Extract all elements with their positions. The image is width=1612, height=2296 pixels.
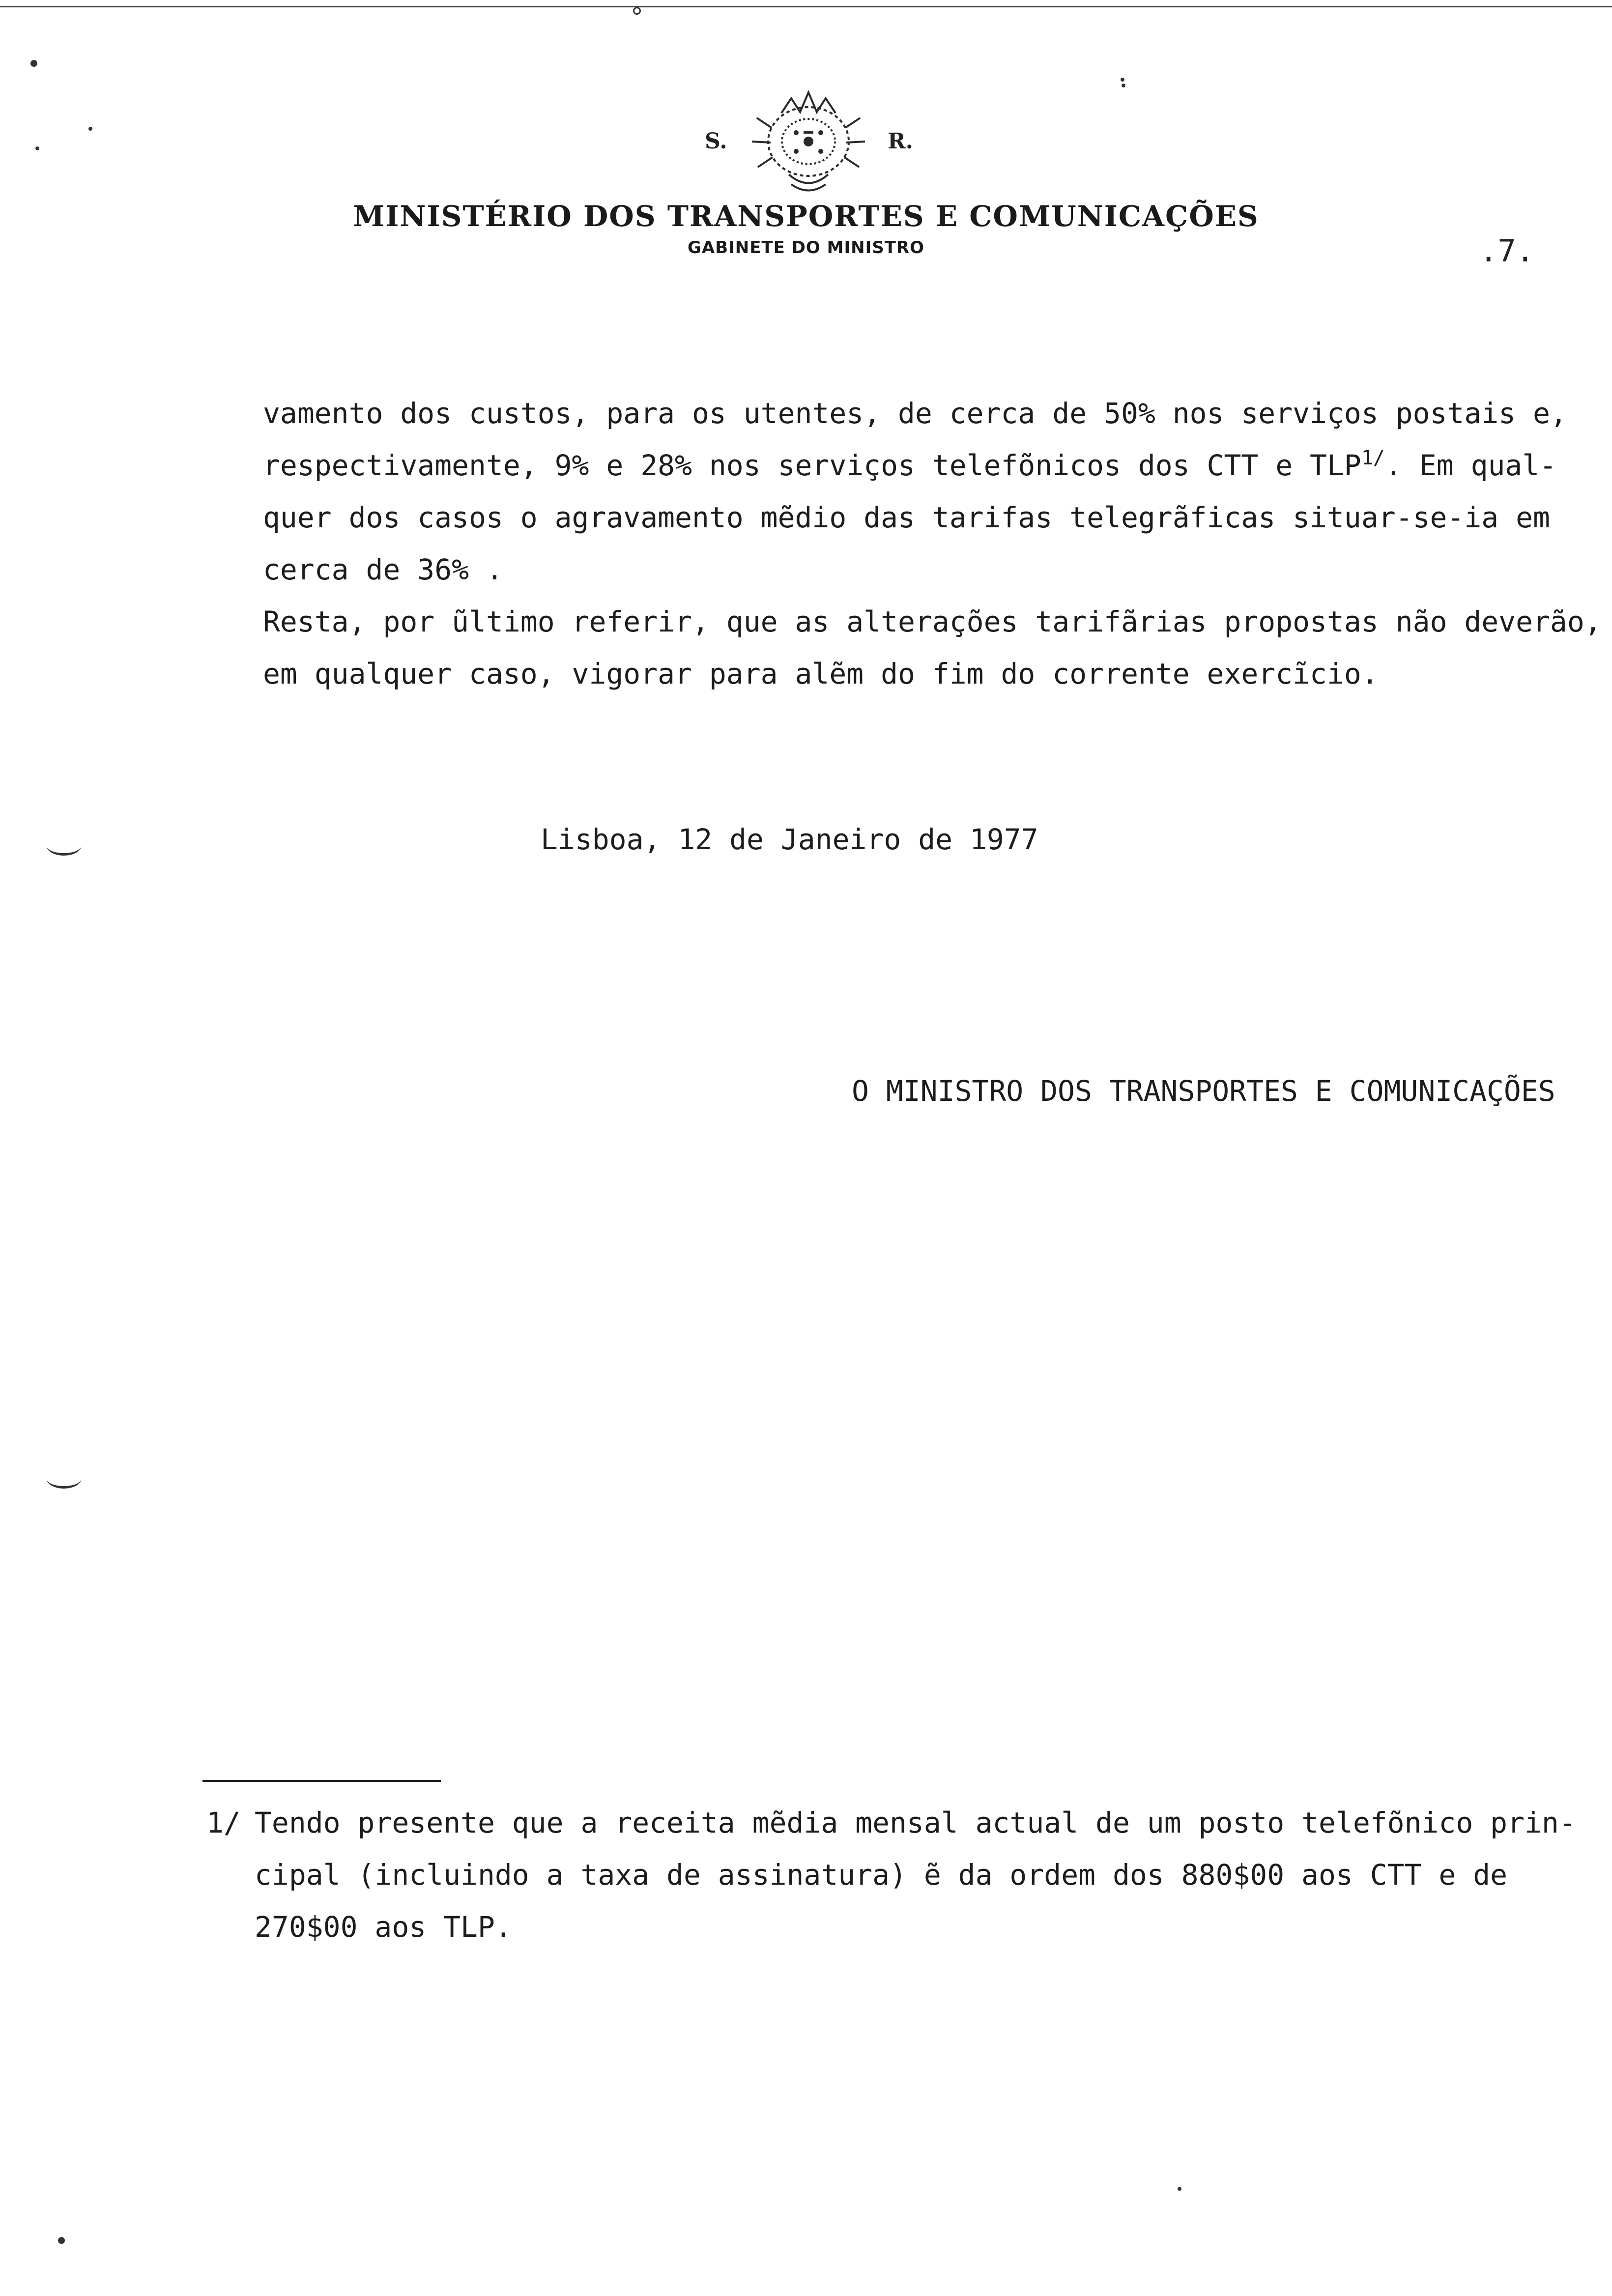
footnote-reference: 1/	[1361, 447, 1385, 469]
signature-title: O MINISTRO DOS TRANSPORTES E COMUNICAÇÕES	[852, 1074, 1555, 1108]
scan-speck	[35, 146, 39, 150]
scan-speck	[1121, 78, 1124, 82]
top-punch-mark	[633, 7, 641, 15]
body-line: em qualquer caso, vigorar para alẽm do fim do corrente exercĩcio.	[263, 657, 1379, 690]
scan-bracket-mark	[47, 1469, 81, 1489]
scan-speck	[58, 2237, 65, 2244]
body-paragraph	[263, 387, 1602, 700]
body-line: quer dos casos o agravamento mẽdio das tarifas telegrãficas situar-se-ia em	[263, 501, 1550, 534]
ministry-title: MINISTÉRIO DOS TRANSPORTES E COMUNICAÇÕES	[353, 200, 1259, 233]
body-line: vamento dos custos, para os utentes, de cerca de 50% nos serviços postais e,	[263, 397, 1567, 430]
emblem-left-letter: S.	[705, 129, 727, 154]
scan-speck	[1178, 2187, 1181, 2191]
top-edge-rule	[0, 6, 1612, 7]
footnote-separator	[202, 1780, 441, 1782]
cabinet-subtitle: GABINETE DO MINISTRO	[687, 238, 925, 258]
scan-bracket-mark	[47, 836, 81, 856]
page-number: .7.	[1479, 233, 1534, 269]
place-and-date: Lisboa, 12 de Janeiro de 1977	[541, 823, 1038, 856]
scan-speck	[88, 127, 92, 131]
footnote-line: cipal (incluindo a taxa de assinatura) ẽ da ordem dos 880$00 aos CTT e de	[255, 1858, 1508, 1892]
body-line: Resta, por ũltimo referir, que as alterações tarifãrias propostas não deverão,	[263, 605, 1602, 638]
emblem-row	[344, 84, 1268, 197]
letterhead	[344, 84, 1268, 258]
coat-of-arms-emblem	[742, 84, 875, 197]
body-line: cerca de 36% .	[263, 553, 503, 586]
footnote-text	[255, 1797, 1576, 1953]
body-line-text: respectivamente, 9% e 28% nos serviços telefõnicos dos CTT e TLP	[263, 449, 1361, 482]
body-line-text: . Em qual-	[1384, 449, 1557, 482]
emblem-right-letter: R.	[888, 129, 913, 154]
body-line	[263, 439, 1557, 491]
footnote-line: 270$00 aos TLP.	[255, 1910, 512, 1944]
scan-speck	[30, 60, 37, 67]
footnote-line: Tendo presente que a receita mẽdia mensal actual de um posto telefõnico prin-	[255, 1806, 1576, 1839]
footnote-marker: 1/	[206, 1806, 241, 1839]
